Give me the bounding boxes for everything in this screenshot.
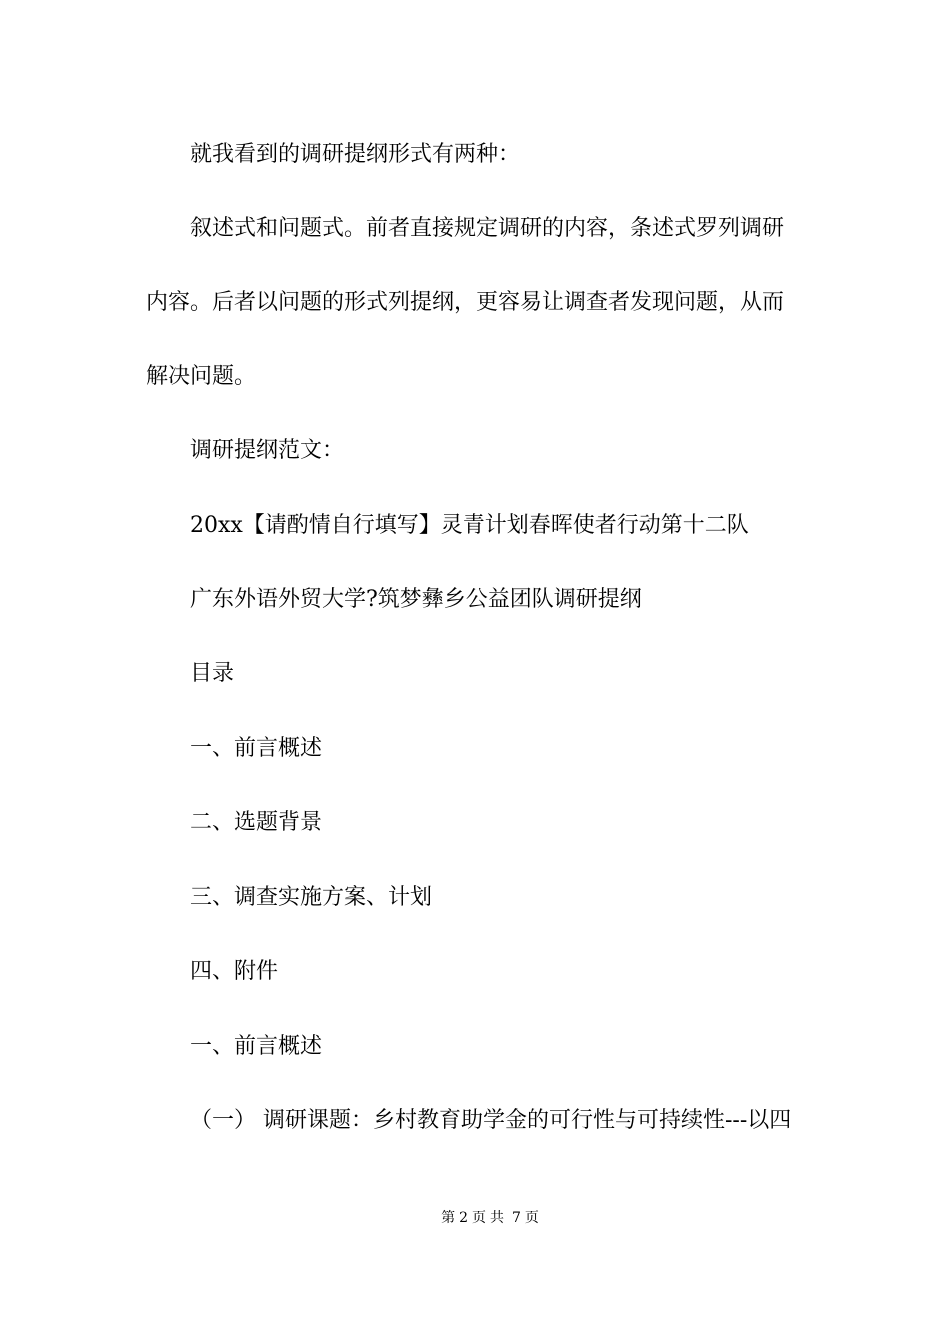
footer-prefix: 第 (441, 1210, 456, 1226)
toc-item: 四、附件 (190, 959, 279, 984)
toc-item: 二、选题背景 (190, 810, 323, 835)
paragraph-line: 广东外语外贸大学?筑梦彝乡公益团队调研提纲 (190, 587, 642, 612)
paragraph-line: 20xx【请酌情自行填写】灵青计划春晖使者行动第十二队 (190, 513, 749, 538)
footer-page-word: 页 (472, 1210, 486, 1226)
toc-item: 三、调查实施方案、计划 (190, 885, 433, 910)
paragraph-line: 解决问题。 (146, 364, 257, 389)
toc-heading: 目录 (190, 661, 235, 686)
paragraph-line: 叙述式和问题式。前者直接规定调研的内容，条述式罗列调研 (190, 216, 785, 241)
page-footer (0, 1208, 950, 1228)
total-pages-number: 7 (512, 1210, 521, 1226)
paragraph-line: 就我看到的调研提纲形式有两种： (190, 142, 521, 167)
toc-item: 一、前言概述 (190, 736, 323, 761)
paragraph-line: 调研提纲范文： (190, 438, 345, 463)
paragraph-line: （一） 调研课题：乡村教育助学金的可行性与可持续性---以四 (190, 1108, 792, 1133)
page-number (441, 1208, 539, 1228)
paragraph-line: 内容。后者以问题的形式列提纲，更容易让调查者发现问题，从而 (146, 290, 785, 315)
section-heading: 一、前言概述 (190, 1034, 323, 1059)
footer-total-word: 共 (490, 1210, 504, 1226)
footer-suffix: 页 (524, 1210, 539, 1226)
current-page-number: 2 (459, 1210, 468, 1226)
